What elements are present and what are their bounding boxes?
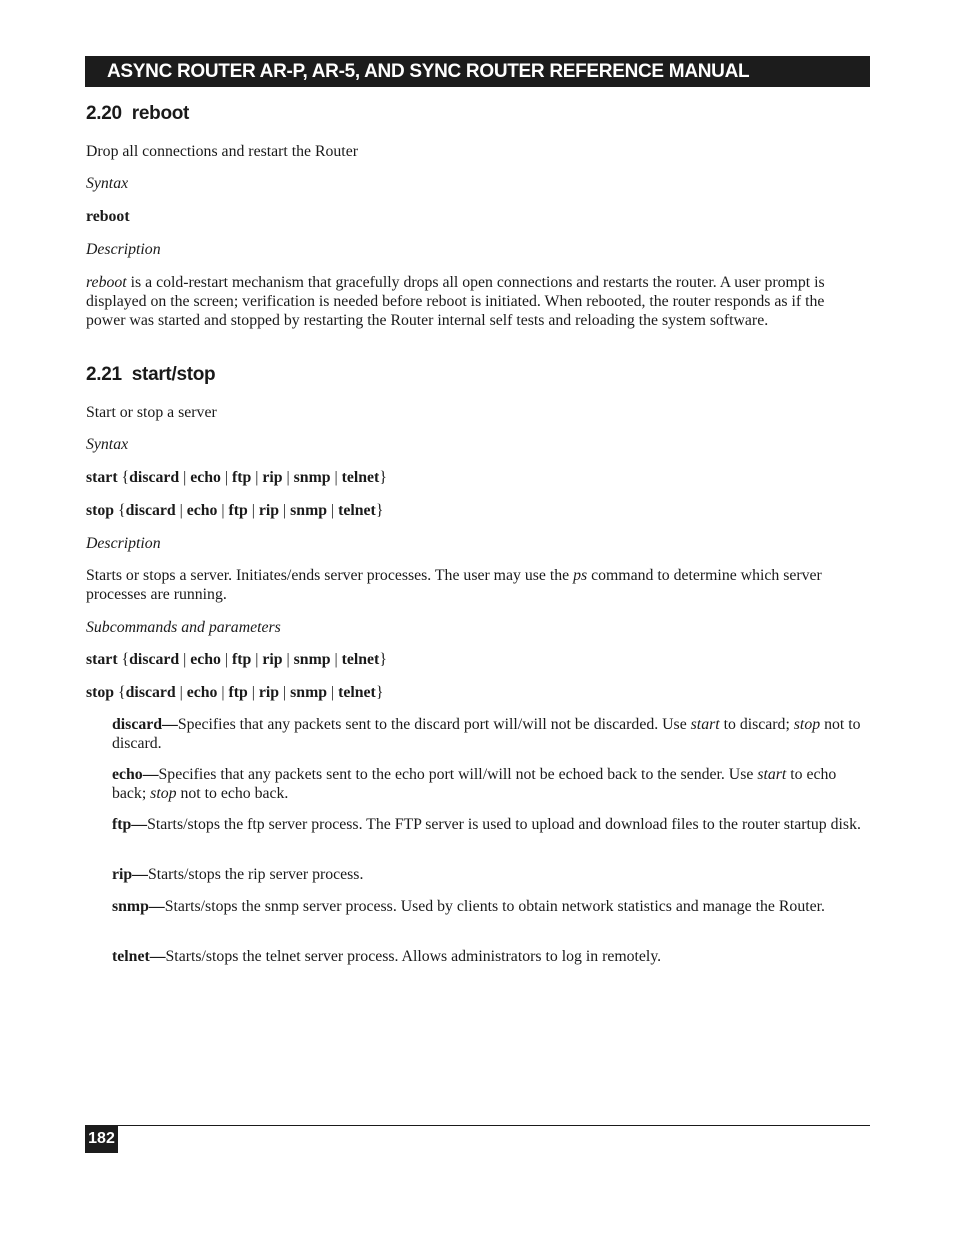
description-text: command to determine which server processes are running. [86,567,822,603]
running-header: ASYNC ROUTER AR-P, AR-5, AND SYNC ROUTER REFERENCE MANUAL [85,56,870,87]
subcommand-text: to echo back; [112,766,837,802]
section-title: start/stop [131,364,216,385]
section-number: 2.20 [86,103,122,124]
brace: { [117,469,130,486]
subcommand-text: Specifies that any packets sent to the discard port will/will not be discarded. Use [177,716,691,733]
syntax-line-start [86,468,866,487]
separator: | [217,684,229,701]
subcommand-text: Starts/stops the telnet server process. Allows administrators to log in remotely. [165,948,662,965]
option: snmp [293,651,331,668]
option: ftp [228,684,248,701]
syntax-line: reboot [86,208,130,225]
brace: } [379,651,387,668]
inline-term: stop [150,785,177,802]
separator: | [327,502,339,519]
description-label: Description [86,241,161,258]
inline-term: reboot [86,274,127,291]
command-keyword: start [86,651,118,668]
subcommand-term: snmp— [112,898,165,915]
option: snmp [290,684,328,701]
separator: | [220,651,233,668]
command-keyword: stop [86,502,115,519]
inline-term: start [690,716,720,733]
subcommand-echo [112,765,866,803]
separator: | [330,651,342,668]
separator: | [179,651,191,668]
brace: { [114,684,126,701]
separator: | [179,469,191,486]
subcommand-term: rip— [112,866,148,883]
brace: { [114,502,126,519]
syntax-label: Syntax [86,175,129,192]
option: ftp [232,651,252,668]
option: echo [190,469,221,486]
inline-term: ps [573,567,588,584]
separator: | [175,684,187,701]
section-summary: Start or stop a server [86,404,217,421]
subcommand-term: ftp— [112,816,148,833]
option: ftp [232,469,252,486]
subcommand-text: not to discard. [112,716,861,752]
separator: | [247,502,259,519]
option: discard [129,469,180,486]
subcommand-term: discard— [112,716,178,733]
subcommand-discard [112,715,866,753]
option: snmp [293,469,331,486]
brace: { [117,651,130,668]
separator: | [279,502,291,519]
footer-rule [85,1125,870,1126]
subcommand-syntax-stop [86,683,866,702]
option: discard [129,651,180,668]
description-text: Starts or stops a server. Initiates/ends server processes. The user may use the [86,567,574,584]
separator: | [247,684,259,701]
option: echo [186,684,218,701]
option: echo [190,651,221,668]
command-keyword: start [86,469,118,486]
section-number: 2.21 [86,364,122,385]
brace: } [375,502,384,519]
section-summary: Drop all connections and restart the Router [86,143,358,160]
description-paragraph [86,566,866,604]
separator: | [279,684,291,701]
separator: | [251,651,263,668]
subcommand-telnet [112,947,866,966]
subcommand-term: echo— [112,766,159,783]
syntax-line-stop [86,501,866,520]
section-title: reboot [131,103,190,124]
subcommand-text: Starts/stops the snmp server process. Used by clients to obtain network statistics and manage the Router. [164,898,825,915]
section-heading-start-stop [86,364,215,386]
brace: } [375,684,384,701]
option: telnet [341,469,380,486]
separator: | [330,469,342,486]
subcommand-text: Starts/stops the ftp server process. The FTP server is used to upload and download files to the router startup disk. [147,816,861,833]
separator: | [251,469,263,486]
option: discard [125,502,176,519]
description-paragraph [86,273,866,330]
option: rip [258,502,280,519]
option: telnet [338,502,376,519]
separator: | [175,502,187,519]
option: ftp [228,502,248,519]
command-keyword: stop [86,684,115,701]
option: echo [186,502,218,519]
subcommand-term: telnet— [112,948,166,965]
option: telnet [338,684,376,701]
subcommand-text: not to echo back. [176,785,289,802]
description-label: Description [86,535,161,552]
inline-term: stop [793,716,821,733]
subcommand-text: Specifies that any packets sent to the echo port will/will not be echoed back to the sender. Use [158,766,758,783]
separator: | [282,651,294,668]
subcommand-ftp [112,815,866,834]
option: rip [262,469,283,486]
syntax-label: Syntax [86,436,129,453]
separator: | [217,502,229,519]
separator: | [282,469,294,486]
subcommand-rip [112,865,866,884]
option: rip [262,651,283,668]
subcommand-text: Starts/stops the rip server process. [147,866,364,883]
subcommand-snmp [112,897,866,916]
brace: } [379,469,387,486]
option: discard [125,684,176,701]
option: rip [258,684,280,701]
section-heading-reboot [86,103,189,125]
subcommands-label: Subcommands and parameters [86,619,281,636]
separator: | [327,684,339,701]
page-number: 182 [85,1125,118,1153]
separator: | [220,469,233,486]
description-text: is a cold-restart mechanism that gracefully drops all open connections and restarts the router. A user prompt is displayed on the screen; verification is needed before reboot is initiated. When rebooted, the router responds as if the power was started and stopped by restarting the Router internal self tests and reloading the system software. [86,274,825,329]
inline-term: start [757,766,787,783]
option: snmp [290,502,328,519]
subcommand-syntax-start [86,650,866,669]
option: telnet [341,651,380,668]
subcommand-text: to discard; [719,716,794,733]
